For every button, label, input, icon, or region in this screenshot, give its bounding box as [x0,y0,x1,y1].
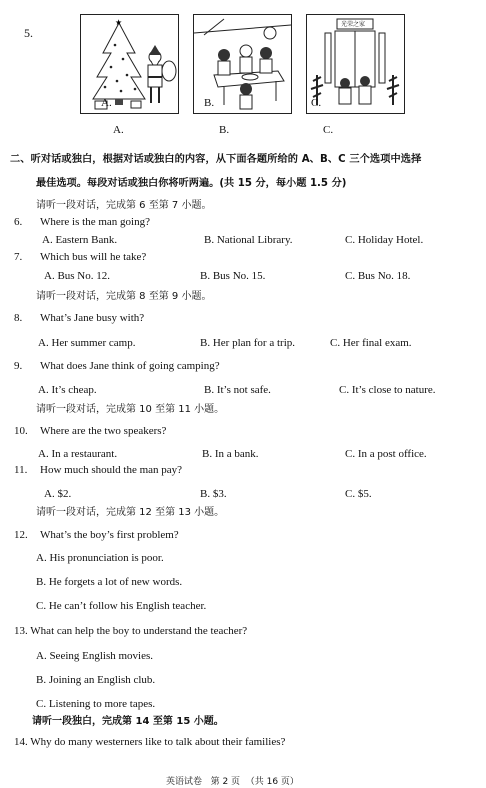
q7-option-b: B. Bus No. 15. [200,270,266,282]
q11-option-c: C. $5. [345,488,372,500]
q13-text: 13. What can help the boy to understand the teacher? [14,625,248,637]
q7-number: 7. [14,251,23,263]
q13-option-c: C. Listening to more tapes. [36,698,156,710]
section2-heading-line2: 最佳选项。每段对话或独白你将听两遍。(共 15 分，每小题 1.5 分) [36,178,347,189]
q6-text: Where is the man going? [40,216,150,228]
q9-option-a: A. It’s cheap. [38,384,97,396]
q10-text: Where are the two speakers? [40,425,167,437]
instruction-14-15: 请听一段独白，完成第 14 至第 15 小题。 [32,716,224,727]
q6-option-b: B. National Library. [204,234,293,246]
q8-option-b: B. Her plan for a trip. [200,337,295,349]
q7-option-c: C. Bus No. 18. [345,270,411,282]
q12-number: 12. [14,529,28,541]
q10-option-a: A. In a restaurant. [38,448,118,460]
choice-b: B. [219,124,230,136]
q6-number: 6. [14,216,23,228]
q14-text: 14. Why do many westerners like to talk about their families? [14,736,286,748]
picture-b-family-dinner [193,14,292,114]
q13-option-a: A. Seeing English movies. [36,650,154,662]
instruction-6-7: 请听一段对话，完成第 6 至第 7 小题。 [36,200,212,211]
q9-text: What does Jane think of going camping? [40,360,220,372]
q7-text: Which bus will he take? [40,251,147,263]
q9-option-b: B. It’s not safe. [204,384,271,396]
q13-option-b: B. Joining an English club. [36,674,156,686]
q9-option-c: C. It’s close to nature. [339,384,436,396]
q11-option-a: A. $2. [44,488,72,500]
q7-option-a: A. Bus No. 12. [44,270,111,282]
q8-option-a: A. Her summer camp. [38,337,136,349]
q9-number: 9. [14,360,23,372]
picture-label-c: C. [311,97,322,109]
q6-option-a: A. Eastern Bank. [42,234,118,246]
instruction-10-11: 请听一段对话，完成第 10 至第 11 小题。 [36,404,225,415]
q5-number: 5. [24,26,33,40]
picture-a-christmas-tree [80,14,179,114]
q12-option-b: B. He forgets a lot of new words. [36,576,183,588]
instruction-8-9: 请听一段对话，完成第 8 至第 9 小题。 [36,291,212,302]
q11-text: How much should the man pay? [40,464,183,476]
q10-number: 10. [14,425,28,437]
q11-number: 11. [14,464,28,476]
page-footer: 英语试卷 第 2 页 （共 16 页） [166,777,299,787]
q11-option-b: B. $3. [200,488,227,500]
choice-c: C. [323,124,334,136]
q12-text: What’s the boy’s first problem? [40,529,179,541]
q12-option-c: C. He can’t follow his English teacher. [36,600,207,612]
section2-heading-line1: 二、听对话或独白，根据对话或独白的内容，从下面各题所给的 A、B、C 三个选项中选择 [10,154,422,165]
picture-c-chinese-new-year [306,14,405,114]
picture-label-b: B. [204,97,215,109]
q12-option-a: A. His pronunciation is poor. [36,552,164,564]
choice-a: A. [113,124,124,136]
q8-number: 8. [14,312,23,324]
instruction-12-13: 请听一段对话，完成第 12 至第 13 小题。 [36,507,225,518]
q8-option-c: C. Her final exam. [330,337,412,349]
q10-option-c: C. In a post office. [345,448,427,460]
q8-text: What’s Jane busy with? [40,312,145,324]
svg-text:★: ★ [115,18,123,27]
q6-option-c: C. Holiday Hotel. [345,234,424,246]
q10-option-b: B. In a bank. [202,448,259,460]
door-sign: 光荣之家 [341,22,366,28]
picture-label-a: A. [101,97,112,109]
